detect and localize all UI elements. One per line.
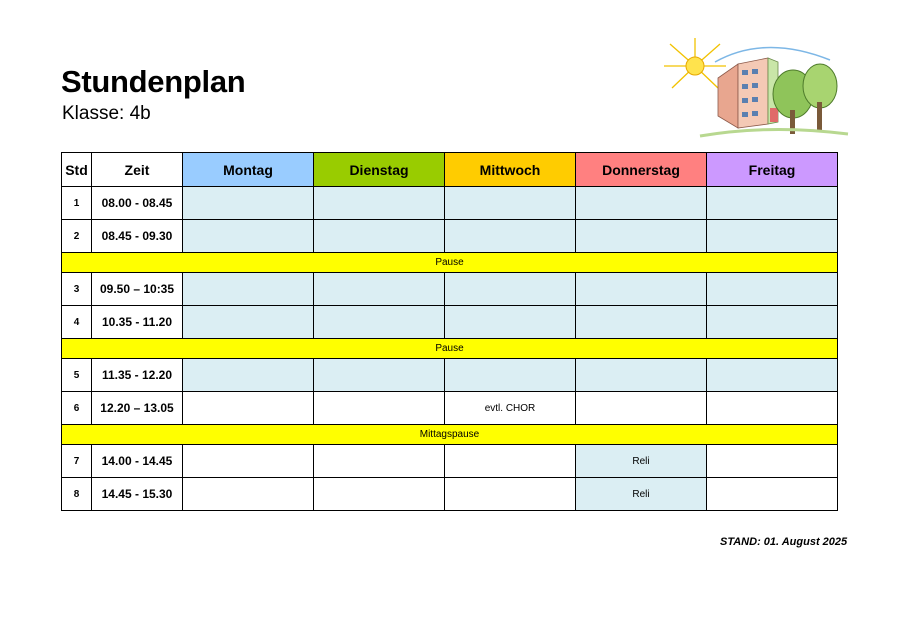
lesson-cell [183,187,314,220]
lesson-cell [445,445,576,478]
lesson-cell [445,359,576,392]
lesson-cell: evtl. CHOR [445,392,576,425]
lesson-cell [707,306,838,339]
lesson-row [62,273,838,306]
lesson-cell [314,359,445,392]
lesson-cell [707,220,838,253]
period-time: 11.35 - 12.20 [92,359,183,392]
lesson-row [62,187,838,220]
lesson-cell [576,359,707,392]
lesson-cell [576,306,707,339]
lesson-cell [183,220,314,253]
lesson-cell [576,187,707,220]
header-row [62,153,838,187]
col-header-zeit: Zeit [92,153,183,187]
lesson-cell [445,220,576,253]
lesson-cell [183,359,314,392]
lesson-cell [445,478,576,511]
lesson-cell [707,445,838,478]
break-row [62,253,838,273]
lesson-cell [314,445,445,478]
period-time: 08.45 - 09.30 [92,220,183,253]
lesson-row [62,445,838,478]
lesson-cell [707,273,838,306]
lesson-cell [183,392,314,425]
period-time: 08.00 - 08.45 [92,187,183,220]
col-header-donnerstag: Donnerstag [576,153,707,187]
break-row [62,339,838,359]
lesson-row [62,220,838,253]
lesson-cell [576,273,707,306]
period-number: 8 [62,478,92,511]
period-number: 1 [62,187,92,220]
timetable [61,152,838,511]
lesson-cell [445,187,576,220]
lesson-cell [576,392,707,425]
lesson-row [62,359,838,392]
lesson-cell: Reli [576,478,707,511]
period-number: 3 [62,273,92,306]
stand-date: STAND: 01. August 2025 [720,536,848,548]
period-number: 4 [62,306,92,339]
period-number: 6 [62,392,92,425]
lesson-cell [314,478,445,511]
lesson-cell [314,273,445,306]
break-label: Mittagspause [62,425,838,445]
lesson-cell: Reli [576,445,707,478]
lesson-row [62,478,838,511]
lesson-cell [707,478,838,511]
col-header-std: Std [62,153,92,187]
page-title: Stundenplan [61,64,246,99]
break-label: Pause [62,339,838,359]
school-building-sun-trees-icon [660,36,850,140]
lesson-cell [445,273,576,306]
break-label: Pause [62,253,838,273]
lesson-cell [707,187,838,220]
lesson-cell [314,306,445,339]
lesson-cell [183,306,314,339]
period-time: 14.00 - 14.45 [92,445,183,478]
lesson-cell [183,478,314,511]
period-number: 2 [62,220,92,253]
period-time: 09.50 – 10:35 [92,273,183,306]
col-header-dienstag: Dienstag [314,153,445,187]
class-label: Klasse: 4b [62,103,151,124]
period-time: 12.20 – 13.05 [92,392,183,425]
col-header-mittwoch: Mittwoch [445,153,576,187]
break-row [62,425,838,445]
lesson-row [62,392,838,425]
lesson-cell [576,220,707,253]
lesson-cell [707,359,838,392]
lesson-cell [445,306,576,339]
period-number: 5 [62,359,92,392]
lesson-cell [314,392,445,425]
col-header-freitag: Freitag [707,153,838,187]
lesson-row [62,306,838,339]
period-number: 7 [62,445,92,478]
lesson-cell [183,273,314,306]
period-time: 14.45 - 15.30 [92,478,183,511]
lesson-cell [183,445,314,478]
period-time: 10.35 - 11.20 [92,306,183,339]
col-header-montag: Montag [183,153,314,187]
lesson-cell [707,392,838,425]
lesson-cell [314,220,445,253]
lesson-cell [314,187,445,220]
